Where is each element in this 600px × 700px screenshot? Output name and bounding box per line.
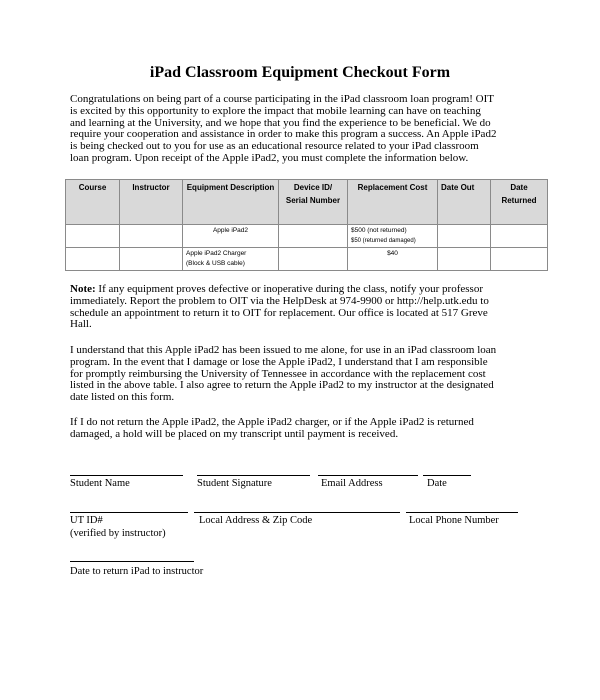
table-header-row [66,180,548,225]
date-out-cell[interactable] [438,248,491,271]
email-label: Email Address [321,478,383,489]
student-signature-field[interactable] [197,475,310,476]
cost-cell: $40 [348,248,438,271]
hold-paragraph [70,417,474,441]
text-line: is excited by this opportunity to explore the impact that mobile learning can have on teaching [70,104,481,117]
intro-paragraph [70,94,496,165]
header-date-out: Date Out [438,180,491,225]
date-out-cell[interactable] [438,225,491,248]
text-line: immediately. Report the problem to OIT via the HelpDesk at 974-9900 or http://help.utk.edu to [70,294,489,307]
course-cell[interactable] [66,248,120,271]
equipment-cell [183,248,279,271]
ut-id-label: UT ID# [70,515,103,526]
note-label: Note: [70,283,96,295]
text-span: If any equipment proves defective or inoperative during the class, notify your professor [95,283,483,295]
device-id-cell[interactable] [279,225,348,248]
header-instructor: Instructor [120,180,183,225]
table-row [66,248,548,271]
header-date-returned: Date Returned [491,180,548,225]
student-name-field[interactable] [70,475,183,476]
text-line: listed in the above table. I also agree to return the Apple iPad2 to my instructor at the designated [70,379,494,392]
cost-text: $500 (not returned) [351,227,407,234]
text-line: Congratulations on being part of a course participating in the iPad classroom loan program! OIT [70,93,494,105]
equipment-text: (Block & USB cable) [186,260,245,267]
table-row [66,225,548,248]
text-line: loan program. Upon receipt of the Apple iPad2, you must complete the information below. [70,151,469,164]
course-cell[interactable] [66,225,120,248]
email-field[interactable] [318,475,418,476]
address-label: Local Address & Zip Code [199,515,313,526]
header-device-id: Device ID/ Serial Number [279,180,348,225]
text-line: program. In the event that I damage or lose the Apple iPad2, I understand that I am responsible [70,355,488,368]
cost-cell [348,225,438,248]
form-title: iPad Classroom Equipment Checkout Form [149,64,451,81]
text-line: damaged, a hold will be placed on my transcript until payment is received. [70,427,399,440]
instructor-cell[interactable] [120,225,183,248]
text-line: for promptly reimbursing the University of Tennessee in accordance with the replacement cost [70,367,486,380]
equipment-table [65,179,548,271]
text-line: schedule an appointment to return it to OIT for replacement. Our office is located at 517 Greve [70,306,488,319]
header-equipment: Equipment Description [183,180,279,225]
equipment-cell: Apple iPad2 [183,225,279,248]
text-line: Hall. [70,318,92,331]
text-line: If I do not return the Apple iPad2, the Apple iPad2 charger, or if the Apple iPad2 is returned [70,416,474,428]
text-line: require your cooperation and assistance in order to make this program a success. An Apple iPad2 [70,128,497,141]
date-returned-cell[interactable] [491,225,548,248]
text-line: and learning at the University, and we hope that you find the experience to be beneficial. We do [70,116,491,129]
phone-label: Local Phone Number [409,515,499,526]
text-line: date listed on this form. [70,391,175,404]
header-course: Course [66,180,120,225]
note-paragraph [70,284,489,331]
cost-text: $50 (returned damaged) [351,238,416,244]
ut-id-field[interactable] [70,512,188,513]
equipment-text: Apple iPad2 Charger [186,250,247,257]
date-returned-cell[interactable] [491,248,548,271]
ut-id-note: (verified by instructor) [70,528,166,539]
text-line: is being checked out to you for use as an educational resource related to your iPad classroom [70,140,479,153]
agreement-paragraph [70,345,496,404]
student-name-label: Student Name [70,478,130,489]
date-field[interactable] [423,475,471,476]
date-label: Date [427,478,447,489]
device-id-cell[interactable] [279,248,348,271]
text-line: I understand that this Apple iPad2 has been issued to me alone, for use in an iPad classroom loan [70,344,497,356]
student-signature-label: Student Signature [197,478,272,489]
return-date-field[interactable] [70,561,194,562]
header-replacement-cost: Replacement Cost [348,180,438,225]
instructor-cell[interactable] [120,248,183,271]
return-date-label: Date to return iPad to instructor [70,566,204,577]
phone-field[interactable] [406,512,518,513]
address-field[interactable] [194,512,400,513]
